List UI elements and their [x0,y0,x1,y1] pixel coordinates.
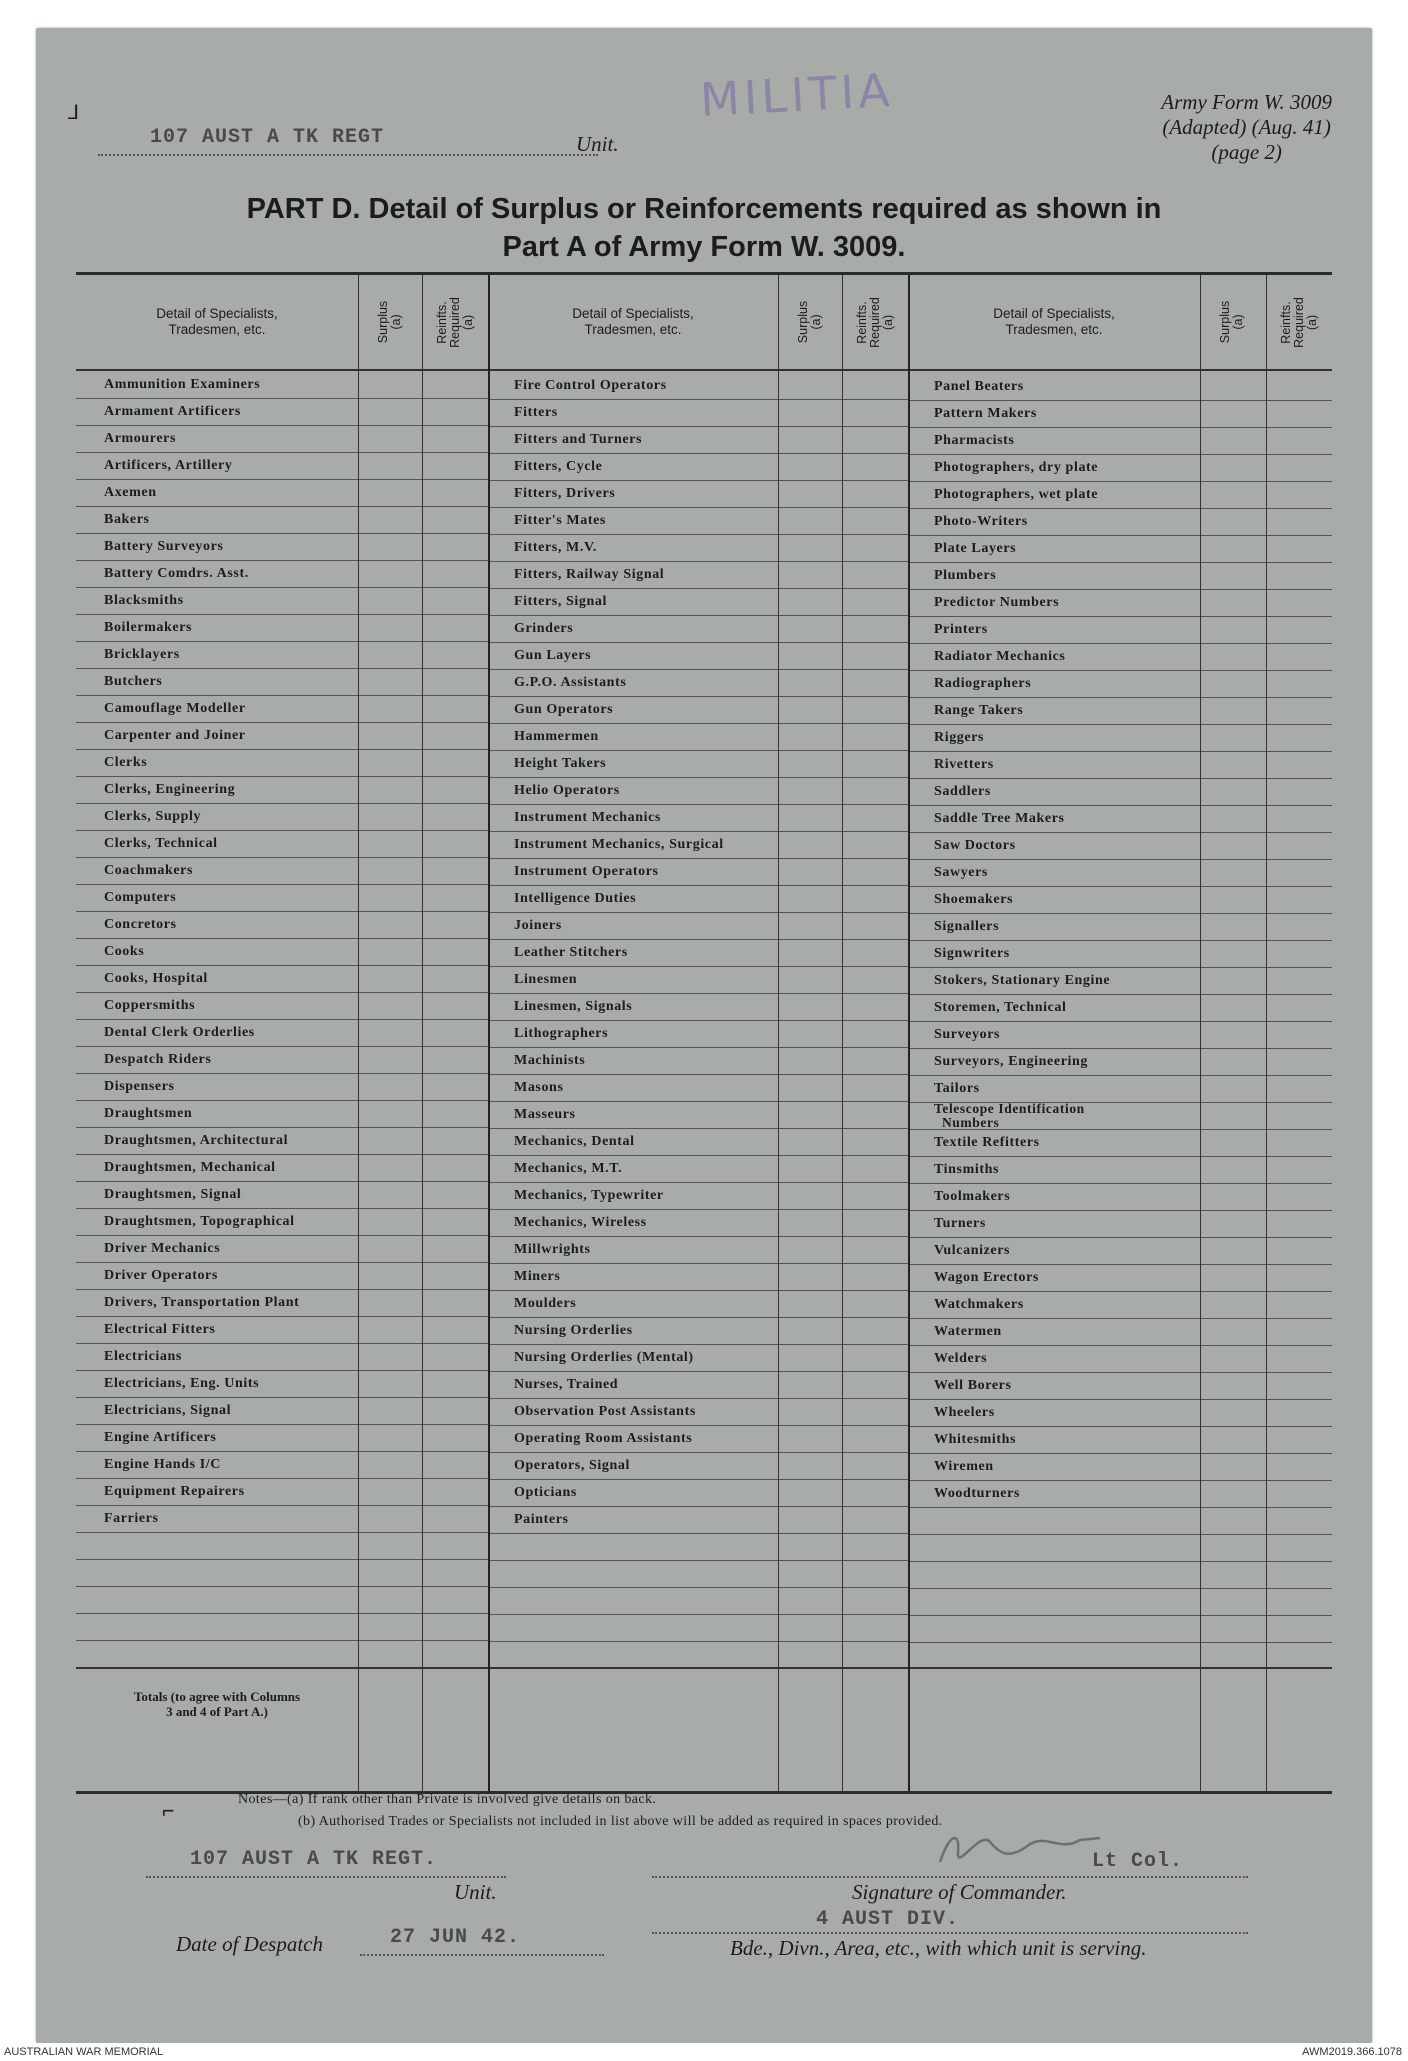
signature-label: Signature of Commander. [852,1880,1067,1904]
specialist-entry: Tailors [934,1081,980,1096]
specialist-entry: Printers [934,622,988,637]
reinfts-header-text: Reinfts. Required (a) [434,296,475,348]
specialist-entry: Wagon Erectors [934,1270,1039,1285]
page-title: PART D. Detail of Surplus or Reinforcements required as shown in [246,193,1162,225]
section-rule [908,275,910,1791]
specialist-entry: Fitters, Signal [514,594,607,609]
specialist-entry: Predictor Numbers [934,595,1060,610]
specialist-entry: Draughtsmen, Architectural [104,1133,289,1148]
form-adapted: (Adapted) (Aug. 41) [1162,115,1331,139]
header-divider [76,369,1332,371]
specialist-entry: Nursing Orderlies [514,1323,633,1338]
specialist-entry: Leather Stitchers [514,945,628,960]
specialist-entry: Fitters [514,405,558,420]
specialist-entry: Fitters, M.V. [514,540,597,555]
formation-typed: 4 AUST DIV. [816,1908,960,1931]
totals-divider [76,1667,1332,1669]
specialist-entry: Fitters and Turners [514,432,643,447]
specialist-entry: Engine Hands I/C [104,1457,221,1472]
specialist-entry: Boilermakers [104,620,193,635]
specialist-entry: Panel Beaters [934,379,1024,394]
unit-typed: 107 AUST A TK REGT [150,126,385,149]
specialist-entry: Masons [514,1080,564,1095]
specialist-entry: Instrument Mechanics, Surgical [514,837,724,852]
note-b: (b) Authorised Trades or Specialists not included in list above will be added as required in spaces provided. [298,1814,943,1829]
surplus-header [1200,275,1264,369]
specialist-entry: Observation Post Assistants [514,1404,696,1419]
formation-line [652,1908,1248,1934]
specialist-entry: Telescope Identification Numbers [934,1101,1085,1130]
unit-label: Unit. [576,132,619,156]
specialist-entry: Coachmakers [104,863,194,878]
specialist-entry: Drivers, Transportation Plant [104,1295,300,1310]
specialist-entry: Miners [514,1269,561,1284]
specialist-entry: Photographers, wet plate [934,487,1099,502]
specialist-entry: Watchmakers [934,1297,1024,1312]
column-rule [842,275,843,1791]
column-rule [778,275,779,1791]
column-rule [358,275,359,1791]
specialist-entry: Armourers [104,431,177,446]
form-number: Army Form W. 3009 [1161,90,1332,114]
row-rule [76,1640,488,1641]
specialist-entry: Watermen [934,1324,1002,1339]
despatch-date-typed: 27 JUN 42. [390,1926,521,1949]
reinfts-header [422,275,488,369]
specialist-entry: Textile Refitters [934,1135,1040,1150]
specialist-entry: Draughtsmen, Topographical [104,1214,295,1229]
surplus-header-text: Surplus (a) [1217,300,1245,344]
specialist-entry: Cooks, Hospital [104,971,208,986]
archive-id: AWM2019.366.1078 [1302,2046,1402,2058]
commander-signature [930,1822,1110,1870]
specialist-entry: Rivetters [934,757,994,772]
specialist-entry: Clerks [104,755,148,770]
specialist-entry: Stokers, Stationary Engine [934,973,1111,988]
row-rule [488,1560,908,1561]
specialist-entry: Well Borers [934,1378,1012,1393]
specialist-entry: Photographers, dry plate [934,460,1099,475]
specialist-entry: Opticians [514,1485,577,1500]
specialist-entry: Electrical Fitters [104,1322,216,1337]
specialist-entry: Photo-Writers [934,514,1028,529]
specialist-entry: Concretors [104,917,177,932]
specialist-entry: Camouflage Modeller [104,701,246,716]
row-rule [488,1533,908,1534]
specialist-entry: Clerks, Engineering [104,782,236,797]
specialist-entry: Equipment Repairers [104,1484,245,1499]
specialist-entry: Mechanics, Dental [514,1134,635,1149]
militia-stamp: MILITIA [698,62,895,128]
section-rule [488,275,490,1791]
specialist-entry: Signallers [934,919,1000,934]
specialist-entry: Clerks, Technical [104,836,218,851]
specialist-entry: Operating Room Assistants [514,1431,693,1446]
specialist-entry: Draughtsmen, Signal [104,1187,242,1202]
specialist-entry: Shoemakers [934,892,1014,907]
row-rule [908,1588,1332,1589]
detail-header: Detail of Specialists, Tradesmen, etc. [156,306,278,337]
specialist-entry: Whitesmiths [934,1432,1017,1447]
specialist-entry: Radiator Mechanics [934,649,1066,664]
specialist-entry: Turners [934,1216,986,1231]
note-a: Notes—(a) If rank other than Private is involved give details on back. [238,1792,657,1807]
archive-name: AUSTRALIAN WAR MEMORIAL [4,2046,164,2058]
specialist-entry: Painters [514,1512,569,1527]
specialist-entry: Tinsmiths [934,1162,1000,1177]
row-rule [76,1532,488,1533]
specialist-entry: Grinders [514,621,574,636]
specialist-entry: Mechanics, M.T. [514,1161,623,1176]
page-subtitle: Part A of Army Form W. 3009. [502,231,906,263]
specialist-entry: Saddle Tree Makers [934,811,1065,826]
form-reference [1161,90,1332,165]
specialist-entry: Carpenter and Joiner [104,728,246,743]
formation-label: Bde., Divn., Area, etc., with which unit is serving. [730,1936,1147,1960]
specialist-entry: Lithographers [514,1026,609,1041]
specialist-entry: Sawyers [934,865,988,880]
row-rule [908,1534,1332,1535]
specialist-entry: Moulders [514,1296,577,1311]
specialist-entry: Joiners [514,918,562,933]
specialist-entry: Fitter's Mates [514,513,606,528]
specialist-entry: Fitters, Railway Signal [514,567,665,582]
specialist-entry: Welders [934,1351,988,1366]
specialist-entry: Gun Layers [514,648,592,663]
specialist-entry: Mechanics, Wireless [514,1215,647,1230]
despatch-label: Date of Despatch [176,1932,323,1956]
specialist-entry: Mechanics, Typewriter [514,1188,664,1203]
specialist-entry: Instrument Mechanics [514,810,661,825]
specialist-entry: Engine Artificers [104,1430,217,1445]
specialist-entry: Nurses, Trained [514,1377,619,1392]
signoff-unit-label: Unit. [454,1880,497,1904]
column-rule [1266,275,1267,1791]
row-rule [908,1642,1332,1643]
specialist-entry: Operators, Signal [514,1458,630,1473]
surplus-header-text: Surplus (a) [375,300,403,344]
specialist-entry: Intelligence Duties [514,891,637,906]
specialist-entry: Clerks, Supply [104,809,202,824]
row-rule [76,1613,488,1614]
specialist-entry: Linesmen, Signals [514,999,633,1014]
rank-typed: Lt Col. [1092,1850,1184,1873]
specialist-entry: Wheelers [934,1405,995,1420]
specialist-entry: Radiographers [934,676,1032,691]
margin-mark: ⌐ [162,1798,175,1823]
reinfts-header-text: Reinfts. Required (a) [1278,296,1319,348]
specialist-entry: Linesmen [514,972,578,987]
specialist-entry: Fitters, Cycle [514,459,603,474]
specialist-entry: Draughtsmen [104,1106,193,1121]
row-rule [488,1587,908,1588]
specialist-entry: Draughtsmen, Mechanical [104,1160,276,1175]
specialist-entry: Axemen [104,485,157,500]
form-page: (page 2) [1211,140,1282,164]
detail-header: Detail of Specialists, Tradesmen, etc. [572,306,694,337]
specialist-entry: Cooks [104,944,145,959]
detail-header: Detail of Specialists, Tradesmen, etc. [993,306,1115,337]
corner-mark: ⅃ [68,102,80,124]
specialist-entry: Bakers [104,512,150,527]
surplus-header-text: Surplus (a) [795,300,823,344]
specialist-entry: Saw Doctors [934,838,1016,853]
specialist-entry: Fire Control Operators [514,378,667,393]
row-rule [488,1641,908,1642]
signoff-unit-line [146,1848,506,1878]
specialist-entry: Masseurs [514,1107,576,1122]
specialist-entry: Electricians, Eng. Units [104,1376,260,1391]
specialist-entry: Woodturners [934,1486,1020,1501]
surplus-header [778,275,842,369]
specialist-entry: Helio Operators [514,783,620,798]
specialist-entry: Driver Mechanics [104,1241,221,1256]
specialist-entry: Driver Operators [104,1268,218,1283]
specialist-entry: Blacksmiths [104,593,184,608]
specialist-entry: Riggers [934,730,985,745]
totals-label: Totals (to agree with Columns 3 and 4 of Part A.) [133,1689,301,1719]
row-rule [908,1615,1332,1616]
reinfts-header-text: Reinfts. Required (a) [854,296,895,348]
specialist-entry: Hammermen [514,729,599,744]
specialist-entry: Battery Surveyors [104,539,224,554]
specialist-entry: Saddlers [934,784,991,799]
specialist-entry: Surveyors [934,1027,1001,1042]
unit-line [98,126,598,156]
specialist-entry: Instrument Operators [514,864,659,879]
specialist-entry: Farriers [104,1511,159,1526]
specialist-entry: Dental Clerk Orderlies [104,1025,255,1040]
specialist-entry: Toolmakers [934,1189,1011,1204]
row-rule [76,1586,488,1587]
specialist-entry: Despatch Riders [104,1052,212,1067]
specialist-entry: Plate Layers [934,541,1017,556]
specialist-entry: Butchers [104,674,163,689]
specialist-entry: Plumbers [934,568,997,583]
specialist-entry: Electricians, Signal [104,1403,232,1418]
surplus-header [358,275,422,369]
row-rule [76,1559,488,1560]
signoff-unit-typed: 107 AUST A TK REGT. [190,1848,438,1871]
specialist-entry: Vulcanizers [934,1243,1011,1258]
column-rule [422,275,423,1791]
specialist-entry: G.P.O. Assistants [514,675,627,690]
specialist-entry: Nursing Orderlies (Mental) [514,1350,694,1365]
column-rule [1200,275,1201,1791]
specialist-entry: Coppersmiths [104,998,196,1013]
specialist-entry: Surveyors, Engineering [934,1054,1088,1069]
specialist-entry: Storemen, Technical [934,1000,1067,1015]
specialist-entry: Height Takers [514,756,607,771]
specialist-entry: Bricklayers [104,647,180,662]
specialist-entry: Computers [104,890,177,905]
specialist-entry: Electricians [104,1349,182,1364]
specialist-entry: Millwrights [514,1242,591,1257]
specialist-entry: Range Takers [934,703,1024,718]
row-rule [908,1561,1332,1562]
specialist-entry: Battery Comdrs. Asst. [104,566,249,581]
specialist-entry: Machinists [514,1053,586,1068]
archive-footer [0,2043,1408,2061]
specialist-entry: Ammunition Examiners [104,377,261,392]
despatch-line [360,1926,604,1956]
specialist-entry: Gun Operators [514,702,614,717]
specialist-entry: Artificers, Artillery [104,458,233,473]
row-rule [908,1507,1332,1508]
row-rule [488,1614,908,1615]
specialists-table [76,272,1332,1794]
specialist-entry: Dispensers [104,1079,175,1094]
reinfts-header [842,275,908,369]
specialist-entry: Signwriters [934,946,1010,961]
specialist-entry: Pattern Makers [934,406,1037,421]
specialist-entry: Fitters, Drivers [514,486,616,501]
reinfts-header [1266,275,1332,369]
specialist-entry: Wiremen [934,1459,994,1474]
specialist-entry: Pharmacists [934,433,1015,448]
specialist-entry: Armament Artificers [104,404,241,419]
